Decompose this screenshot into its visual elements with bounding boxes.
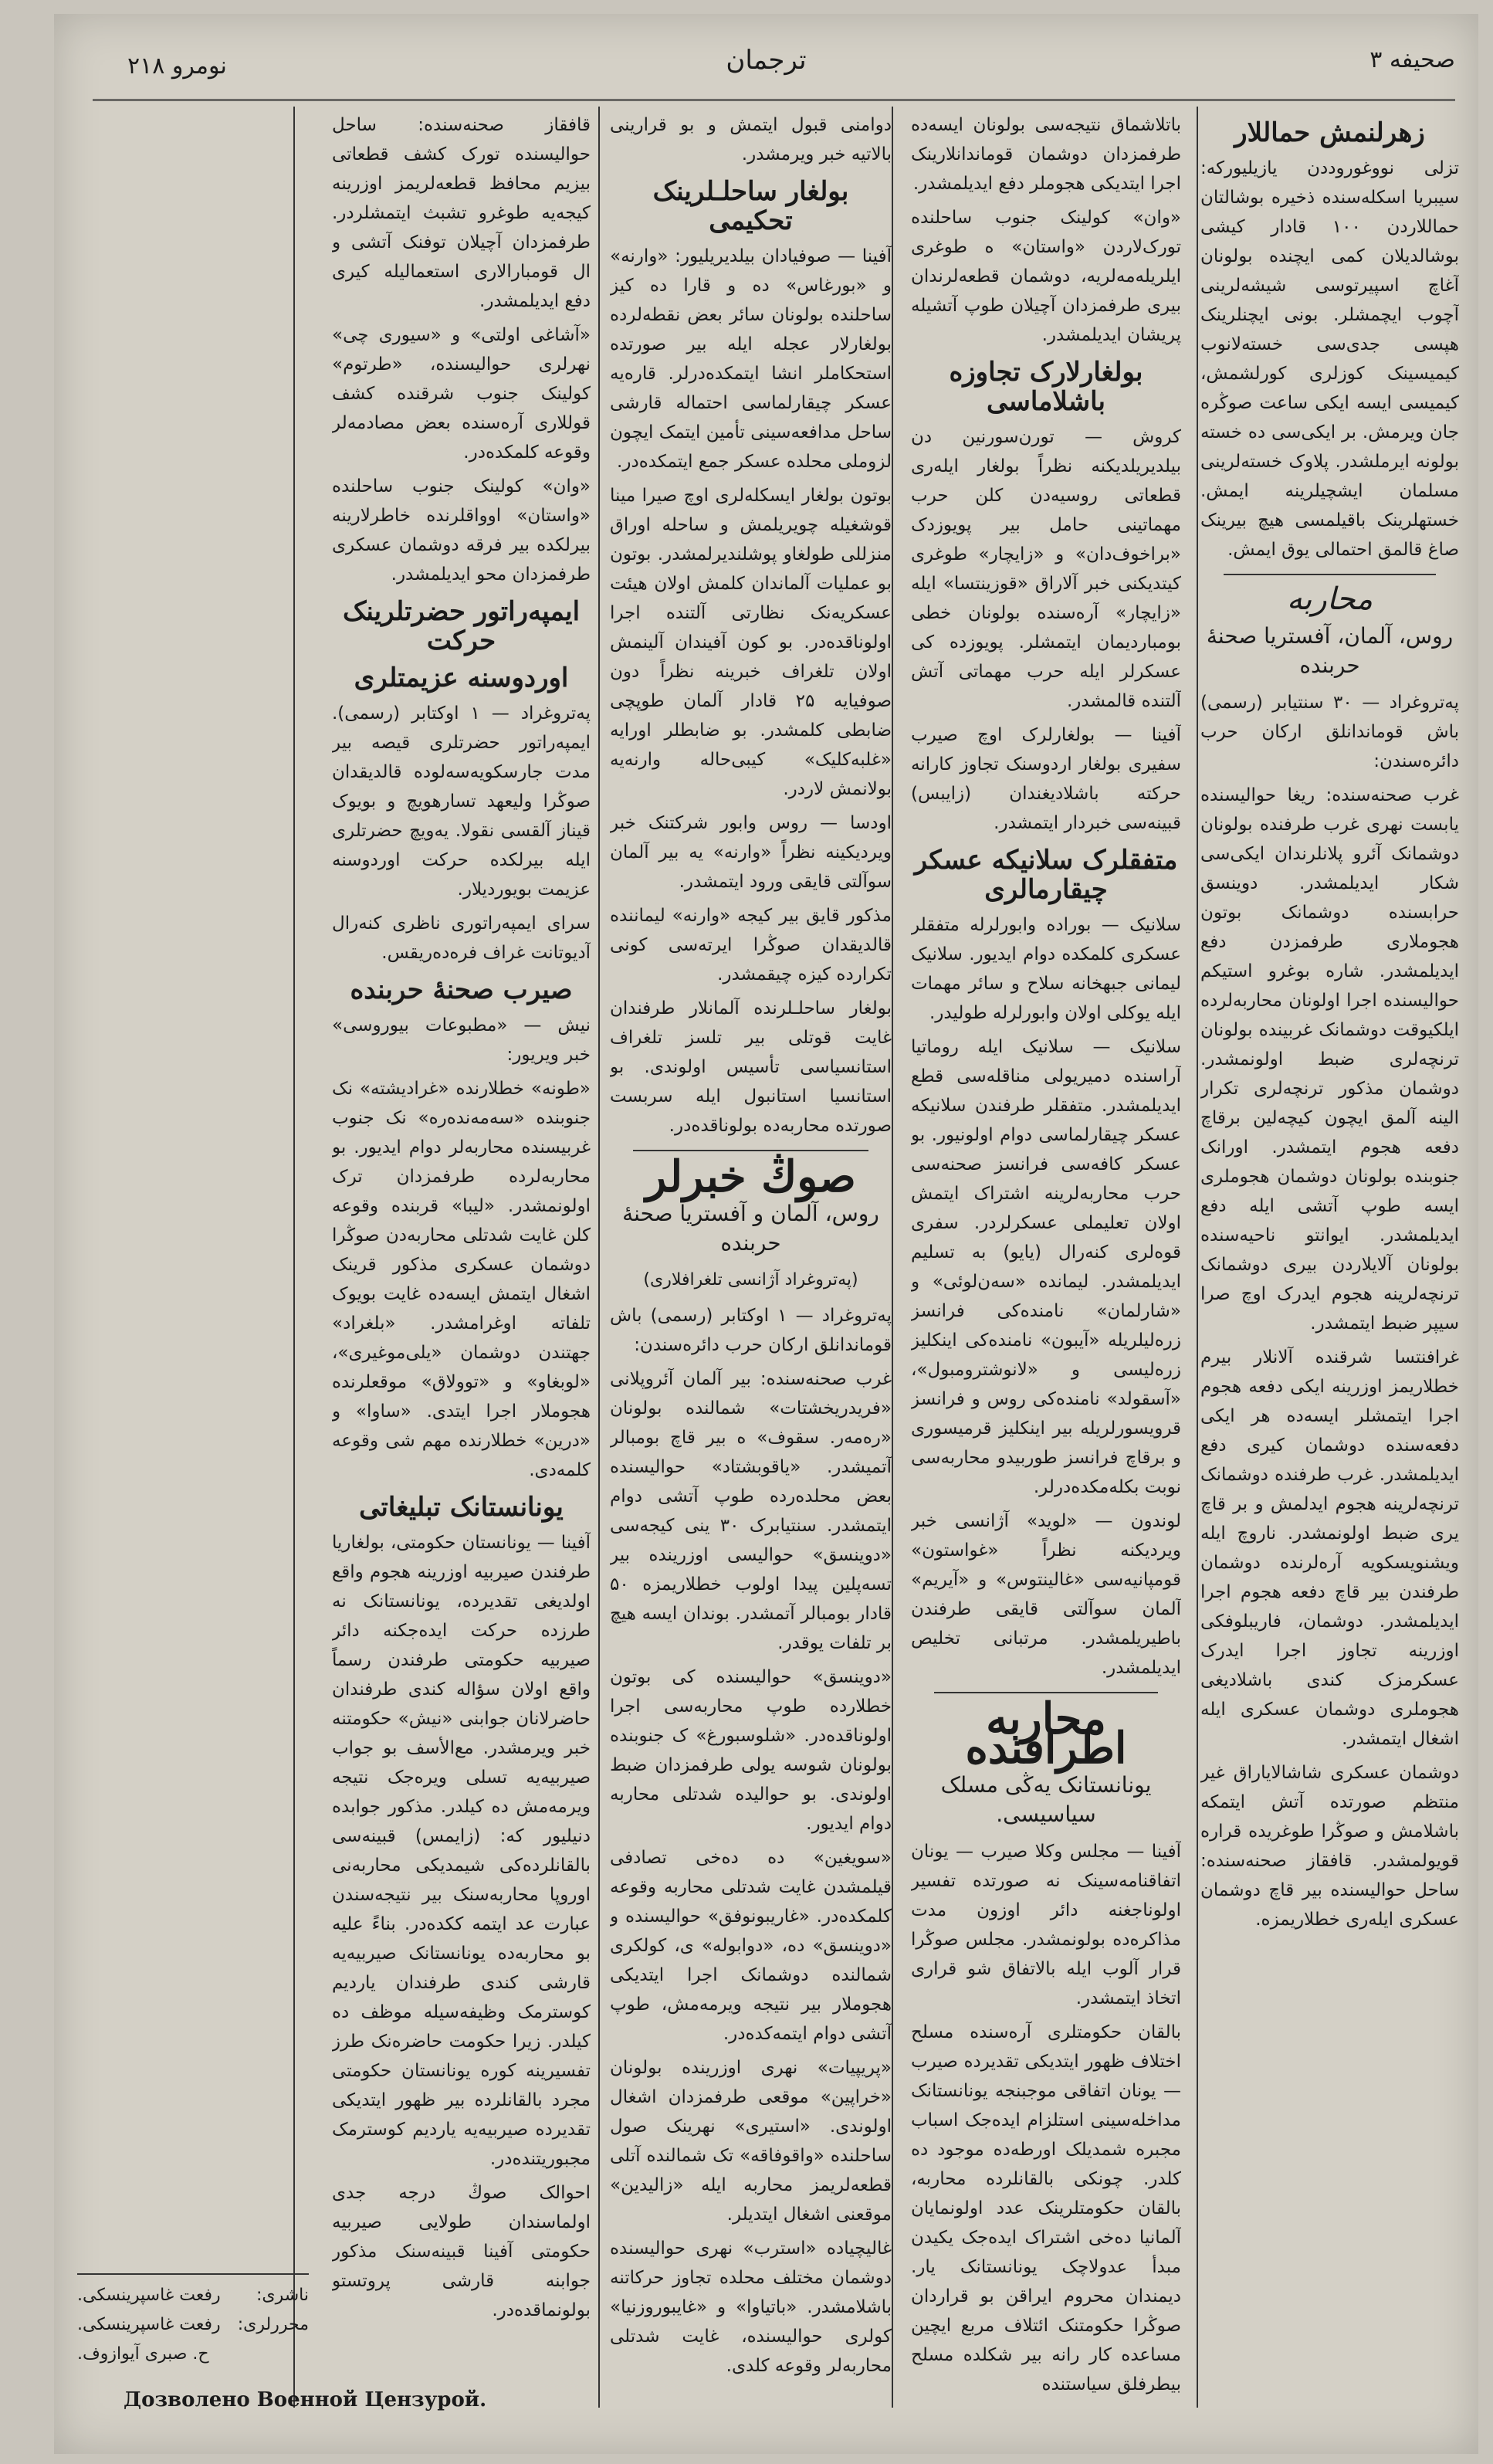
article-body: لوندون — «لوید» آژانسی خبر ویردیکنه نظراً «غواستون» قومپانیه‌سی «غالینتوس» و «آیریم» آلمان سوآلتی قایقی طرفندن باطیریلمشدر. مرتبانی تخلیص ایدیلمشدر. (911, 1511, 1181, 1678)
publisher-box (77, 2273, 309, 2369)
separator (1224, 574, 1436, 575)
article-body: پەتروغراد — ۱ اوکتابر (رسمی) باش قوماندانلق ارکان حرب دائره‌سندن: (610, 1306, 892, 1355)
article-body: باتلاشماق نتیجه‌سی بولونان ایسه‌ده طرفمزدان دوشمان قوماندانلارینک اجرا ایتدیکی هجوملر دفع ایدیلمشدر. (911, 115, 1181, 194)
section-heading: محاربه (1286, 581, 1373, 617)
issue-number: نومرو ۲۱۸ (127, 53, 227, 80)
article-title: متفقلرک سلانیکه عسکر چیقارمالری (914, 845, 1178, 905)
publisher-name: رفعت غاسپرینسکی. (77, 2286, 221, 2305)
dateline: پەتروغراد — ۳۰ سنتیابر (رسمی) باش قوماندانلق ارکان حرب دائره‌سندن: (1200, 693, 1459, 771)
article-body: «وان» کولینک جنوب ساحلنده «واستان» اوواقلرنده خاطرلارینه بیرلکده بیر فرقه دوشمان عسکری طرفمزدان محو ایدیلمشدر. (332, 476, 591, 585)
article-body: پەتروغراد — ۱ اوکتابر (رسمی). ایمپەراتور حضرتلری قیصه بیر مدت جارسکویه‌سەلوده قالدیقدان صوڭرا ولیعهد تسارهویچ و بویوک قیناز آلقسی نقولا. یەویچ حضرتلری ایله بیرلکده حرکت اوردوسنه عزیمت بویوردیلار. (332, 703, 591, 900)
column-5 (77, 110, 309, 2369)
editors-row (77, 2310, 309, 2340)
editor-name: ح. صبری آیوازوف. (77, 2344, 209, 2364)
section-subheading: روس، آلمان و آفستریا صحنهٔ حربنده (622, 1201, 879, 1256)
page-number: صحیفه ۳ (1369, 46, 1455, 73)
article-body: بولغار ساحلـلرنده آلمانلار طرفندان غایت قوتلی بیر تلسز تلغراف استانسیاسی تأسیس اولوندی. بو استانسیا استانبول ایله سربست صورتده محاربه‌ده بولوناقده‌در. (610, 998, 892, 1136)
column-4 (332, 110, 591, 2408)
article-body: غرب صحنه‌سنده: بیر آلمان آئروپلانی «فریدریخشتات» شمالنده بولونان «ره‌مه‌ر. سقوف» ه بیر قاچ بومبالر آتمیشدر. «یاقوبشتاد» حوالیسنده بعض محلده‌رده طوپ آتشی دوام ایتمشدر. سنتیابرک ۳۰ ینی کیجه‌سی «دوینسق» حوالیسی اوزرینده بیر تسه‌پلین پیدا اولوب خطلاریمزه ۵۰ قادار بومبالر آتمشدر. بوندان ایسه هیچ بر تلفات یوقدر. (610, 1369, 892, 1653)
article-body: اودسا — روس وابور شرکتنک خبر ویردیکینه نظراً «وارنه» یه بیر آلمان سوآلتی قایقی ورود ایتمشدر. (610, 813, 892, 892)
masthead (54, 14, 1478, 107)
column-divider (598, 107, 600, 2408)
article-title: یونانستانک تبلیغاتی (359, 1492, 564, 1523)
article-body: دوامنی قبول ایتمش و بو قرارینی بالاتیه خبر ویرمشدر. (610, 115, 892, 164)
article-body: غالیچیاده «استرب» نهری حوالیسنده دوشمان مختلف محلده تجاوز حرکاتنه باشلامشدر. «باتیاوا» و «غایبوروزنیا» کولری حوالیسنده، غایت شدتلی محاربه‌لر وقوعه کلدی. (610, 2239, 892, 2376)
column-1 (1200, 110, 1459, 2408)
article-body: «آشاغی اولتی» و «سیوری چی» نهرلری حوالیسنده، «طرتوم» کولینک جنوب شرقنده کشف قوللاری آره‌سنده بعض مصادمه‌لر وقوعه کلمکده‌در. (332, 325, 591, 463)
article-body: آفینا — صوفیادان بیلدیریلیور: «وارنه» و «بورغاس» ده و قارا ده کیز ساحلنده بولونان سائر بعض نقطه‌لرده بولغارلار عجله ایله بیر صورتده استحکاملر انشا ایتمکده‌درلر. قاره‌یه عسکر چیقارلماسی احتماله قارشی ساحل مدافعه‌سینی تأمین ایتمک ایچون لزوملی محلده عسکر جمع ایتمکده‌در. (610, 246, 892, 472)
article-body: سلانیک — سلانیک ایله روماتیا آراسنده دمیریولی مناقله‌سی قطع ایدیلمشدر. متفقلر طرفندن سلانیکه عسکر چیقارلماسی دوام اولونیور. بو عسکر کافه‌سی فرانسز صحنه‌سی حرب محاربه‌لرینه اشتراک ایتمش اولان تعلیملی عسکر‌لردر. سفری قوه‌لری کنه‌رال (یایو) به تسلیم ایدیلمشدر. لیمانده «سه‌ن‌لوئی» و «شارلمان» نامنده‌کی فرانسز زره‌لیلریله «آیبون» نامنده‌کی اینکلیز زره‌لیسی و «لانوشترومبول»، «آسقولد» نامنده‌کی روس و فرانسز قرویسورلریله بیر اینکلیز قرمیسوری و برقاچ فرانسز طوربیدو محاربه‌سی نوبت بکله‌مکده‌درلر. (911, 1037, 1181, 1497)
article-body: نیش — «مطبوعات بیوروسی» خبر ویریور: (332, 1015, 591, 1065)
section-subheading: یونانستانک یەڭی مسلک سیاسیسی. (940, 1772, 1152, 1827)
censor-notice: Дозволено Военной Цензурой. (124, 2388, 487, 2411)
article-body: آفینا — یونانستان حکومتی، بولغاریا طرفندن صیربیه اوزرینه هجوم واقع اولدیغی تقدیرده، یونانستانک نه طرزده حرکت ایده‌جکنه دائر صیربیه حکومتی طرفندن رسماً واقع اولان سؤاله کندی طرفندان حاضرلانان جوابنی «نیش» حکومتنه خبر ویرمشدر. مع‌الأسف بو جواب صیربیه‌یه تسلی ویره‌جک نتیجه ویرمه‌مش ده کیلدر. مذکور جوابده دنیلیور که: (زایمس) قبینه‌سی بالقانلرده‌کی شیمدیکی محاربه‌نی اوروپا محاربه‌سنک بیر نتیجه‌سندن عبارت عد ایتمه ککده‌در. بناءً علیه بو محاربه‌ده یونانستانک صیربیه‌یه قارشی کندی طرفندان یاردیم کوسترمک وظیفه‌سیله موظف ده کیلدر. زیرا حکومت حاضره‌نک طرز تفسیرینه کوره یونانستان حکومتی مجرد بالقانلرده بیر ظهور ایتدیکی تقدیرده صیربیه‌یه یاردیم کوسترمک مجبوریتنده‌در. (332, 1533, 591, 2169)
article-body: سلانیک — بوراده وابورلرله متفقلر عسکری کلمکده دوام ایدیور. سلانیک لیمانی جبهخانه سلاح و سائر مهمات ایله یوکلی اولان وابورلرله طولیدر. (911, 915, 1181, 1023)
article-body: سرای ایمپەراتوری ناظری کنه‌رال آدیوتانت غراف فره‌ده‌ریقس. (332, 913, 591, 963)
article-body: دوشمان عسکری شاشالایاراق غیر منتظم صورتده آتش ایتمکه باشلامش و صوڭرا طوغریده قراره قویولمشدر. قافقاز صحنه‌سنده: ساحل حوالیسنده بیر قاچ دوشمان عسکری ایله‌ری خطلاریمزه. (1200, 1763, 1459, 1930)
column-divider (1197, 107, 1198, 2408)
article-body: تزلی نووغوروددن یازیلیورکه: سیبریا اسکله‌سنده ذخیره بوشالتان حماللاردن ۱۰۰ قادار کیشی بوشالدیلان کمی ایچنده بولونان آغاچ اسپیرتوسی شیشه‌لرینی آچوب ایچمشلر. بونی ایچنلرینک هپسی جدی‌سی خسته‌لانوب کیمیسینک کوزلری کورلشمش، کیمیسی ایسه ایکی ساعت صوڭره جان ویرمش. بر ایکی‌سی ده خسته بولونه ایرملشدر. پلاوک خسته‌لرینی مسلمان ایشچیلرینه ایمش. خستهلرینک باقیلمسی هیچ بیرینک صاغ قالمق احتمالی یوق ایمش. (1200, 158, 1459, 560)
article-title: ایمپەراتور حضرتلرینک حرکت (342, 596, 581, 656)
column-2 (911, 110, 1181, 2408)
article-body: «پریپیات» نهری اوزرینده بولونان «خراپین» موقعی طرفمزدان اشغال اولوندی. «استیری» نهرینک صول ساحلنده «واقوفاقه» تک شمالنده آتلی قطعه‌لریمز محاربه ایله «زالیدین» موقعنی اشغال ایتدیلر. (610, 2058, 892, 2225)
article-title: اوردوسنه عزیمتلری (354, 663, 569, 693)
editors-label: محررلری: (237, 2315, 309, 2334)
article-title: بولغار ساحلـلرینک تحکیمی (652, 176, 849, 236)
article-body: آفینا — مجلس وکلا صیرب — یونان اتفاقنامه‌سینک نه صورتده تفسیر اولوناجغنه دائر اوزون مدت مذاکره‌ده بولونمشدر. مجلس صوڭرا قرار آلوب ایله بالاتفاق شو قراری اتخاذ ایتمشدر. (911, 1842, 1181, 2008)
article-body: غرب صحنه‌سنده: ریغا حوالیسنده یابست نهری غرب طرفنده بولونان دوشمانک آئرو پلانلرندان ایکی‌سی شکار ایدیلمشدر. دوینسق حرابسنده دوشمانک بوتون هجوملاری طرفمزدن دفع ایدیلمشدر. شاره بوغرو استیکم حوالیسنده اجرا اولونان محاربه‌لرده ایلکیوقت دوشمانک غربینده بولونان ترنچه‌لری ضبط اولونمشدر. دوشمان مذکور ترنچه‌لری تکرار الینه آلمق ایچون کیچه‌لین برقاچ دفعه هجوم ایتمشدر. اورانک جنوبنده بولونان دوشمان هجوملری ایسه طوپ آتشی ایله دفع ایدیلمشدر. ایوانتو ناحیه‌سنده بولونان آلایلاردن بیری دوشمانک ترنچه‌لرینه هجوم ایدرک اوچ صرا سیپر ضبط ایتمشدر. (1200, 785, 1459, 1334)
article-body: بوتون بولغار ایسکله‌لری اوچ صیرا مینا قوشغیله چویریلمش و ساحله اوراق منزللی طولغاو پوشلندیرلمشدر. بوتون بو عملیات آلماندان کلمش اولان هیئت عسکریه‌نک نظارتی آلتنده اجرا اولوناقده‌در. بو کون آفیندان آلینمش اولان تلغراف خبرینه نظراً دون صوفیایه ۲۵ قادار آلمان طوپچی ضابطی کلمشدر. بو ضابطلر اورایه «غلبه‌کلیک» کیبی‌حاله وارنه‌یه بولانمش لاردر. (610, 486, 892, 799)
dateline: (پەتروغراد آژانسی تلغرافلاری) (643, 1270, 858, 1290)
section-heading: محاربه اطرافنده (965, 1693, 1127, 1774)
article-body: احوالک صوڭ درجه جدی اولماسندان طولایی صیربیه حکومتی آفینا قبینه‌سنک مذکور جوابنه قارشی پروتستو بولونماقده‌در. (332, 2183, 591, 2320)
article-body: «سویغین» ده ده‌خی تصادفی قیلمشدن غایت شدتلی محاربه وقوعه کلمکده‌در. «غاریبونوفق» حوالیسنده و «دوینسق» ده، «دوابوله» ی، کولکری شمالنده دوشمانک اجرا ایتدیکی هجوملار بیر نتیجه ویرمه‌مش، طوپ آتشی دوام ایتمه‌کده‌در. (610, 1848, 892, 2044)
editors-row-2 (77, 2340, 309, 2369)
article-body: مذکور قایق بیر کیجه «وارنه» لیماننده قالدیقدان صوڭرا ایرته‌سی کونی تکرارده کیزه چیقمشدر. (610, 906, 892, 985)
article-body: آفینا — بولغارلرک اوچ صیرب سفیری بولغار اردوسنک تجاوز کارانه حرکته باشلادیغندان (زایبس) قبینه‌سی خبردار ایتمشدر. (911, 725, 1181, 833)
article-body: قافقاز صحنه‌سنده: ساحل حوالیسنده تورک کشف قطعاتی بیزیم محافظ قطعه‌لریمز اوزرینه کیجه‌یه طوغرو تشبث ایتمشلردر. طرفمزدان آچیلان توفنک آتشی و ال قومبارالاری استعمالیله کیری دفع ایدیلمشدر. (332, 115, 591, 311)
newspaper-title: ترجمان (726, 45, 807, 76)
newspaper-page (54, 14, 1478, 2454)
article-body: بالقان حکومتلری آره‌سنده مسلح اختلاف ظهور ایتدیکی تقدیرده صیرب — یونان اتفاقی موجبنجه یونانستانک مداخله‌سینی استلزام ایده‌جک اسباب مجبره شمدیلک اورطه‌ده موجود ده کلدر. چونکی بالقانلرده محاربه، بالقان حکومتلرینک عدد اولونمایان آلمانیا ده‌خی اشتراک ایده‌جک یکیدن مبدأ عدولاچک یونانستانک یار. دیمندان محروم ایراقن بو قراردان صوڭرا حکومتنک ائتلاف مربع ایچین مساعده کار رانه بیر شکلده مسلح بیطرفلق سیاستنده (911, 2022, 1181, 2395)
publisher-row (77, 2281, 309, 2310)
section-heading: صوڭ خبرلر (645, 1151, 856, 1202)
article-body: غرافنتسا شرقنده آلانلار بیرم خطلاریمز اوزرینه ایکی دفعه هجوم اجرا ایتمشلر ایسه‌ده هر ایکی دفعه‌سنده دوشمان کیری دفع ایدیلمشدر. غرب طرفنده دوشمانک ترنچه‌لرینه هجوم ایدلمش و بر قاچ یری ضبط اولونمشدر. ناروچ ایله ویشنویسکویه آره‌لرنده دوشمان طرفندن بیر قاچ دفعه هجوم اجرا ایدیلمشدر. دوشمان، فاریبلوفکی اوزرینه تجاوز اجرا ایدرک عسکرمزک کندی باشلادیغی هجوملری دوشمان عسکری ایله اشغال ایتمشدر. (1200, 1347, 1459, 1749)
section-subheading: روس، آلمان، آفستریا صحنهٔ حربنده (1206, 623, 1454, 678)
article-title: بولغارلارک تجاوزه باشلاماسی (949, 357, 1143, 417)
article-body: «دوینسق» حوالیسنده کی بوتون خطلارده طوپ محاربه‌سی اجرا اولوناقده‌در. «شلوسبورغ» ک جنوبنده بولونان شوسه یولی طرفمزدان ضبط اولوندی. بو حوالیده شدتلی محاربه دوام ایدیور. (610, 1667, 892, 1834)
article-title: زهرلنمش حماللار (1234, 117, 1425, 148)
column-3 (610, 110, 892, 2408)
article-body: «وان» کولینک جنوب ساحلنده تورک‌لاردن «واستان» ه طوغری ایلریله‌مه‌لریه، دوشمان قطعه‌لرندان بیری طرفمزدان آچیلان طوپ آتشیله پریشان ایدیلمشدر. (911, 208, 1181, 345)
article-title: صیرب صحنهٔ حربنده (350, 974, 573, 1005)
masthead-rule (93, 99, 1455, 101)
editor-name: رفعت غاسپرینسکی. (77, 2315, 221, 2334)
article-body: «طونه» خطلارنده «غرادیشته» نک جنوبنده «سه‌مه‌نده‌ره» نک جنوب غربیسنده محاربه‌لر دوام ایدیور. بو محاربه‌لرده طرفمزدان ترک اولونمشدر. «لیبا» قربنده وقوعه کلن غایت شدتلی محاربه‌دن صوڭرا دوشمان عسکری مذکور قرینک اشغال ایتمش ایسه‌ده غایت بویوک تلفاته اوغرامشدر. «بلغراد» جهتندن دوشمان «یلی‌موغیری»، «لوبغاو» و «توولاق» موقعلرنده هجوملار اجرا ایتدی. «ساوا» و «درین» خطلارنده مهم شی وقوعه کلمه‌دی. (332, 1079, 591, 1480)
column-divider (892, 107, 893, 2408)
publisher-label: ناشری: (256, 2286, 309, 2305)
article-body: کروش — تورن‌سورنین دن بیلدیریلدیکنه نظراً بولغار ایله‌ری قطعاتی روسیه‌دن کلن حرب مهماتینی حامل بیر پویوزدک «براخوف‌دان» و «زایچار» طوغری کیتدیکنی خبر آلاراق «قوزینتسا» ایله «زایچار» آره‌سنده بولونان خطی بومباردیمان ایتمشلر. پویوزده کی عسکرلر ایله حرب مهماتی آتش آلتنده قالمشدر. (911, 427, 1181, 711)
